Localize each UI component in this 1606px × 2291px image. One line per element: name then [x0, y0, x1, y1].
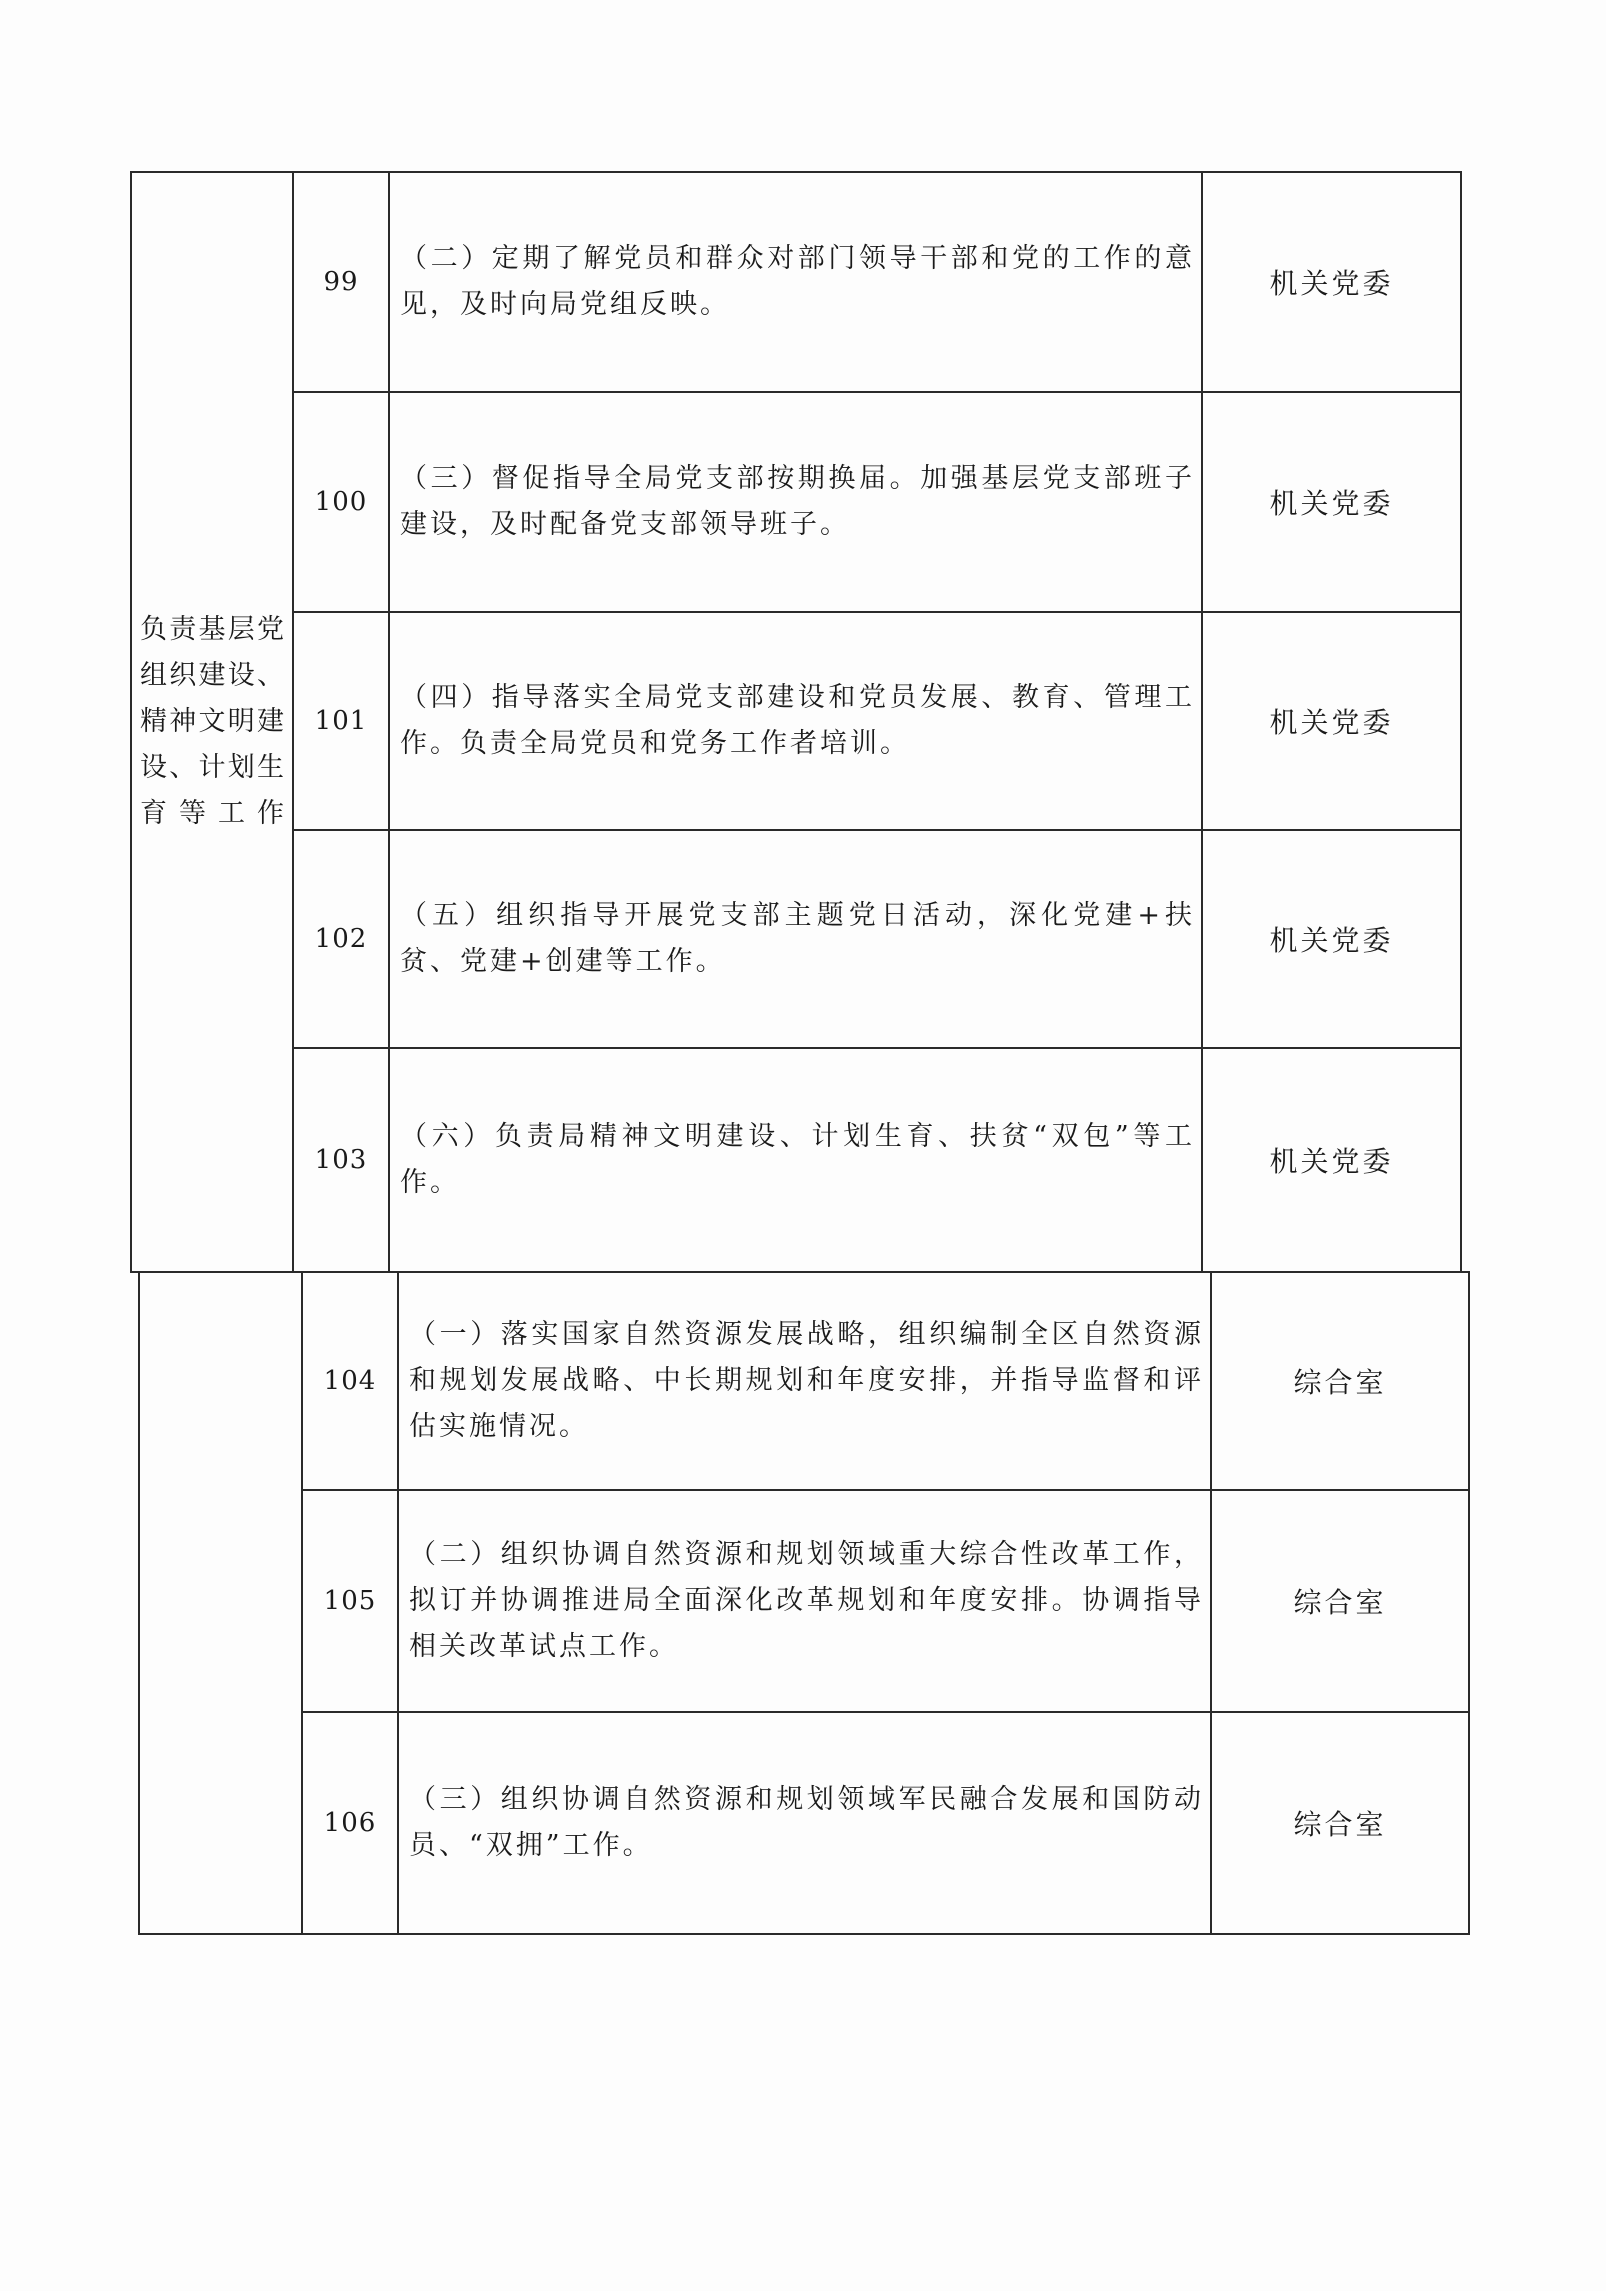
- responsible-department: 机关党委: [1202, 612, 1461, 830]
- duty-description: （四）指导落实全局党支部建设和党员发展、教育、管理工作。负责全局党员和党务工作者培训。: [389, 612, 1202, 830]
- row-number: 104: [302, 1272, 398, 1490]
- table-row: [131, 392, 1461, 612]
- duty-description: （六）负责局精神文明建设、计划生育、扶贫“双包”等工作。: [389, 1048, 1202, 1272]
- responsible-department: 机关党委: [1202, 830, 1461, 1048]
- duty-description: （二）定期了解党员和群众对部门领导干部和党的工作的意见，及时向局党组反映。: [389, 172, 1202, 392]
- table-row: [131, 172, 1461, 392]
- row-number: 105: [302, 1490, 398, 1712]
- row-number: 101: [293, 612, 389, 830]
- table-row: [139, 1712, 1469, 1934]
- responsible-department: 综合室: [1211, 1712, 1469, 1934]
- responsible-department: 机关党委: [1202, 392, 1461, 612]
- table-row: [131, 830, 1461, 1048]
- row-number: 99: [293, 172, 389, 392]
- duty-description: （三）督促指导全局党支部按期换届。加强基层党支部班子建设，及时配备党支部领导班子。: [389, 392, 1202, 612]
- duty-description: （五）组织指导开展党支部主题党日活动，深化党建+扶贫、党建+创建等工作。: [389, 830, 1202, 1048]
- duty-description: （一）落实国家自然资源发展战略，组织编制全区自然资源和规划发展战略、中长期规划和年度安排，并指导监督和评估实施情况。: [398, 1272, 1211, 1490]
- table-row: [131, 1048, 1461, 1272]
- table-row: [139, 1490, 1469, 1712]
- responsible-department: 机关党委: [1202, 1048, 1461, 1272]
- row-number: 103: [293, 1048, 389, 1272]
- table-row: [139, 1272, 1469, 1490]
- responsible-department: 机关党委: [1202, 172, 1461, 392]
- duty-table-section-1: [130, 171, 1462, 1273]
- row-number: 106: [302, 1712, 398, 1934]
- category-cell: 负责基层党组织建设、精神文明建设、计划生育等工作: [131, 172, 293, 1272]
- table-row: [131, 612, 1461, 830]
- responsible-department: 综合室: [1211, 1490, 1469, 1712]
- duty-description: （三）组织协调自然资源和规划领域军民融合发展和国防动员、“双拥”工作。: [398, 1712, 1211, 1934]
- duty-description: （二）组织协调自然资源和规划领域重大综合性改革工作，拟订并协调推进局全面深化改革规划和年度安排。协调指导相关改革试点工作。: [398, 1490, 1211, 1712]
- category-cell: [139, 1272, 302, 1934]
- row-number: 102: [293, 830, 389, 1048]
- row-number: 100: [293, 392, 389, 612]
- duty-table-section-2: [138, 1271, 1470, 1935]
- responsible-department: 综合室: [1211, 1272, 1469, 1490]
